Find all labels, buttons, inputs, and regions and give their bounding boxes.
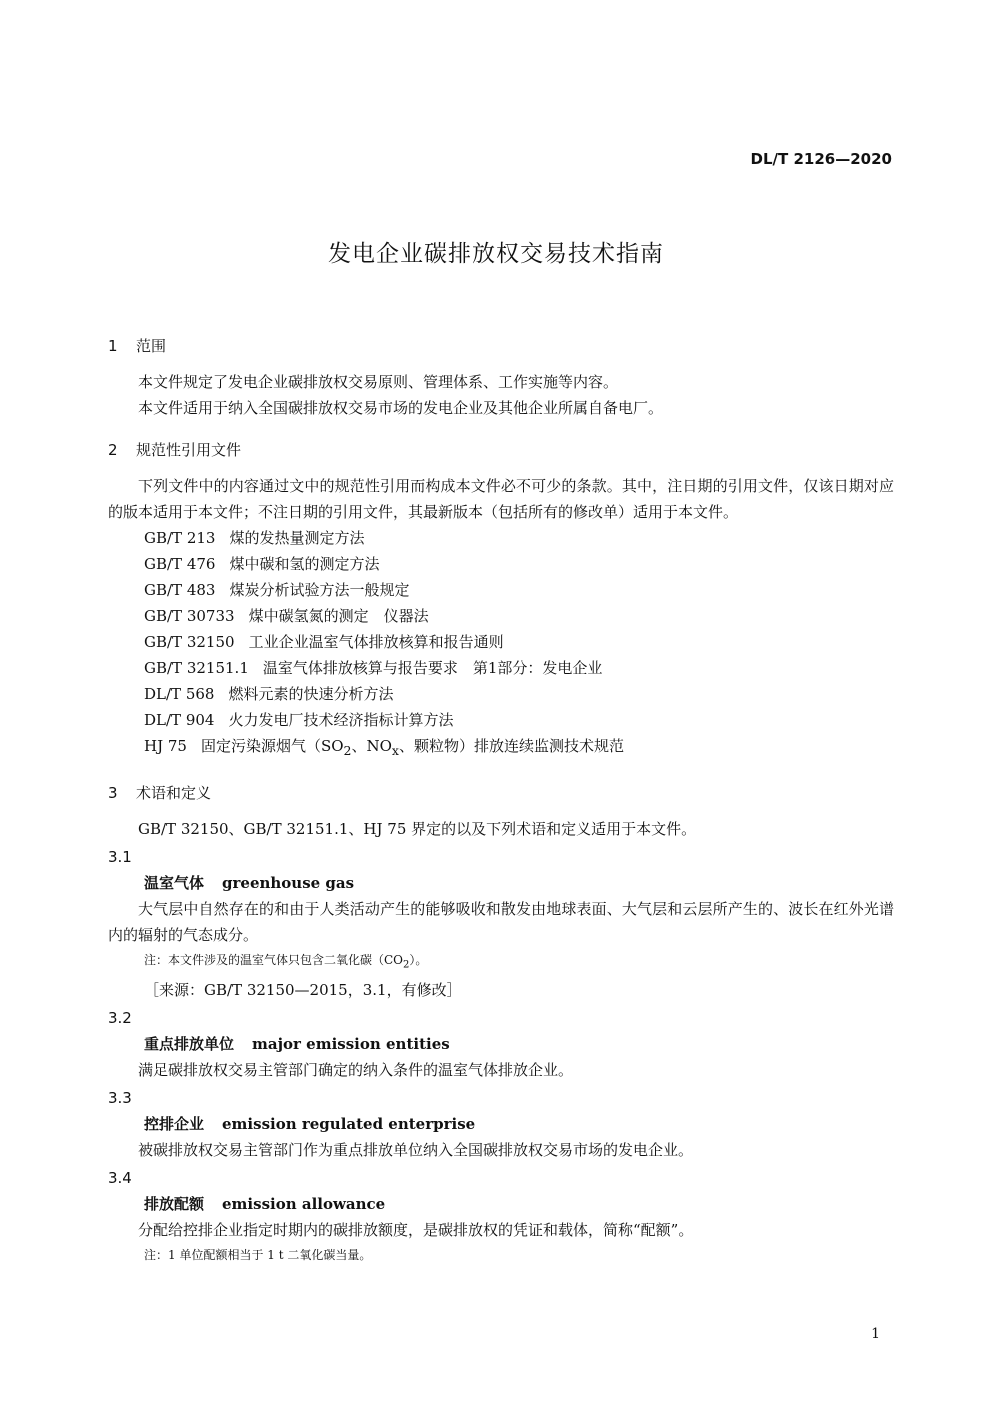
reference-title: 煤炭分析试验方法一般规定	[229, 581, 410, 599]
reference-code: GB/T 32150	[144, 633, 235, 651]
term-number: 3.4	[108, 1169, 132, 1188]
reference-code: GB/T 476	[144, 555, 216, 573]
reference-item	[108, 707, 894, 733]
reference-title-part: 、NO	[351, 737, 392, 755]
term-en: greenhouse gas	[222, 874, 355, 892]
term-cn: 排放配额	[144, 1195, 205, 1214]
term-heading	[108, 870, 894, 896]
note	[108, 948, 894, 977]
term-definition: 被碳排放权交易主管部门作为重点排放单位纳入全国碳排放权交易市场的发电企业。	[138, 1141, 694, 1160]
term-cn: 重点排放单位	[144, 1035, 235, 1054]
reference-item	[108, 681, 894, 707]
term-definition: 大气层中自然存在的和由于人类活动产生的能够吸收和散发由地球表面、大气层和云层所产生的、波长在红外光谱内的辐射的气态成分。	[108, 900, 894, 944]
reference-title: 煤中碳和氢的测定方法	[229, 555, 380, 573]
section-2-heading	[108, 437, 894, 463]
subscript: x	[391, 743, 399, 758]
reference-code: DL/T 568	[144, 685, 215, 703]
reference-item-hj75	[108, 733, 894, 764]
term-cn: 控排企业	[144, 1115, 205, 1134]
term-en: emission regulated enterprise	[222, 1115, 476, 1134]
section-number: 2	[108, 441, 118, 459]
note-text: 注：本文件涉及的温室气体只包含二氧化碳（CO	[144, 953, 404, 967]
reference-code: HJ 75	[144, 737, 187, 755]
reference-title: 煤的发热量测定方法	[229, 529, 365, 547]
document-body	[108, 333, 894, 1267]
term-number: 3.2	[108, 1009, 132, 1028]
section-3-heading	[108, 780, 894, 806]
paragraph: GB/T 32150、GB/T 32151.1、HJ 75 界定的以及下列术语和定义适用于本文件。	[138, 820, 697, 838]
reference-item	[108, 655, 894, 681]
section-number: 3	[108, 784, 118, 802]
term-heading	[108, 1031, 894, 1057]
reference-title: 工业企业温室气体排放核算和报告通则	[248, 633, 504, 651]
reference-code: GB/T 30733	[144, 607, 235, 625]
reference-item	[108, 629, 894, 655]
reference-title-part: 固定污染源烟气（SO	[200, 737, 344, 755]
note-text: ）。	[409, 953, 428, 967]
reference-code: GB/T 32151.1	[144, 659, 249, 677]
section-number: 1	[108, 337, 118, 355]
term-number: 3.3	[108, 1089, 132, 1108]
reference-code: DL/T 904	[144, 711, 215, 729]
reference-title: 火力发电厂技术经济指标计算方法	[228, 711, 454, 729]
subscript: 2	[343, 743, 352, 758]
reference-code: GB/T 213	[144, 529, 216, 547]
reference-title: 温室气体排放核算与报告要求 第1部分：发电企业	[262, 659, 603, 677]
reference-item	[108, 577, 894, 603]
reference-item	[108, 603, 894, 629]
section-title: 术语和定义	[136, 784, 212, 802]
term-en: emission allowance	[222, 1195, 386, 1214]
reference-code: GB/T 483	[144, 581, 216, 599]
source-citation: ［来源：GB/T 32150—2015，3.1，有修改］	[144, 981, 462, 1000]
standard-number: DL/T 2126—2020	[750, 150, 892, 168]
term-definition: 满足碳排放权交易主管部门确定的纳入条件的温室气体排放企业。	[138, 1061, 574, 1080]
reference-item	[108, 525, 894, 551]
term-number: 3.1	[108, 848, 132, 866]
paragraph: 本文件适用于纳入全国碳排放权交易市场的发电企业及其他企业所属自备电厂。	[138, 399, 664, 417]
term-heading	[108, 1191, 894, 1217]
paragraph: 下列文件中的内容通过文中的规范性引用而构成本文件必不可少的条款。其中，注日期的引用文件，仅该日期对应的版本适用于本文件；不注日期的引用文件，其最新版本（包括所有的修改单）适用于本文件。	[108, 477, 894, 521]
section-title: 范围	[136, 337, 167, 355]
term-en: major emission entities	[252, 1035, 450, 1054]
term-definition: 分配给控排企业指定时期内的碳排放额度，是碳排放权的凭证和载体，简称“配额”。	[138, 1221, 694, 1240]
reference-title-part: 、颗粒物）排放连续监测技术规范	[398, 737, 624, 755]
page-number: 1	[871, 1326, 880, 1342]
term-cn: 温室气体	[144, 874, 205, 892]
term-heading	[108, 1111, 894, 1137]
document-title: 发电企业碳排放权交易技术指南	[328, 241, 664, 267]
section-title: 规范性引用文件	[136, 441, 242, 459]
reference-title: 燃料元素的快速分析方法	[228, 685, 394, 703]
subscript: 2	[403, 959, 410, 971]
note: 注：1 单位配额相当于 1 t 二氧化碳当量。	[144, 1248, 372, 1263]
section-1-heading	[108, 333, 894, 359]
paragraph: 本文件规定了发电企业碳排放权交易原则、管理体系、工作实施等内容。	[138, 373, 619, 391]
reference-item	[108, 551, 894, 577]
reference-title: 煤中碳氢氮的测定 仪器法	[248, 607, 429, 625]
